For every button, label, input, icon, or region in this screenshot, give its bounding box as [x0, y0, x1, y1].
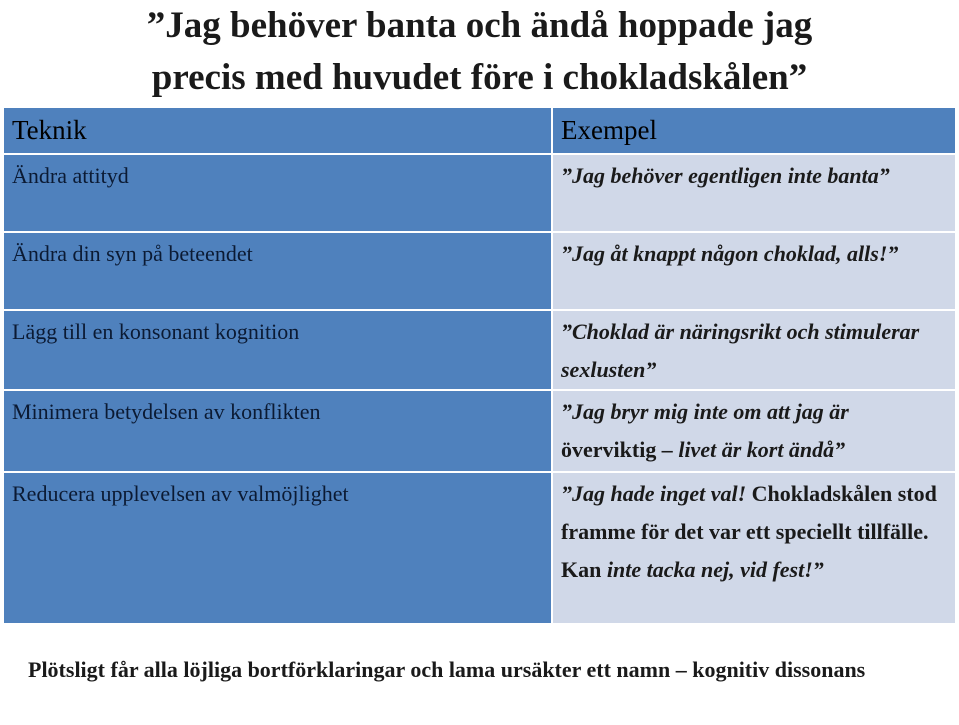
example-cell — [552, 472, 955, 624]
header-example: Exempel — [552, 108, 955, 154]
header-technique: Teknik — [4, 108, 552, 154]
technique-cell: Lägg till en konsonant kognition — [4, 310, 552, 390]
example-text-italic: inte tacka nej, vid fest!” — [601, 557, 824, 582]
example-text-normal: överviktig — [561, 437, 657, 462]
example-cell: ”Choklad är näringsrikt och stimulerar sexlusten” — [552, 310, 955, 390]
technique-cell: Minimera betydelsen av konflikten — [4, 390, 552, 472]
example-text-normal: Chokladskålen stod framme för det var ett speciellt tillfälle. Kan — [561, 481, 937, 582]
table-row — [4, 154, 955, 232]
table-header-row — [4, 108, 955, 154]
technique-cell: Ändra din syn på beteendet — [4, 232, 552, 310]
technique-example-table — [4, 108, 955, 625]
table-row — [4, 472, 955, 624]
example-text-italic: ”Jag bryr mig inte om att jag är — [561, 399, 849, 424]
slide-title-line-1: ”Jag behöver banta och ändå hoppade jag — [146, 5, 813, 46]
table-row — [4, 310, 955, 390]
slide-title — [0, 0, 959, 104]
table-row — [4, 232, 955, 310]
table-row — [4, 390, 955, 472]
example-cell — [552, 390, 955, 472]
slide-title-line-2: precis med huvudet före i chokladskålen” — [151, 57, 808, 98]
technique-cell: Ändra attityd — [4, 154, 552, 232]
footer-conclusion: Plötsligt får alla löjliga bortförklaringar och lama ursäkter ett namn – kognitiv dissonans — [28, 657, 866, 682]
example-text-italic: ”Jag hade inget val! — [561, 481, 747, 506]
example-cell: ”Jag behöver egentligen inte banta” — [552, 154, 955, 232]
example-text-italic: – livet är kort ändå” — [656, 437, 846, 462]
technique-cell: Reducera upplevelsen av valmöjlighet — [4, 472, 552, 624]
example-cell: ”Jag åt knappt någon choklad, alls!” — [552, 232, 955, 310]
